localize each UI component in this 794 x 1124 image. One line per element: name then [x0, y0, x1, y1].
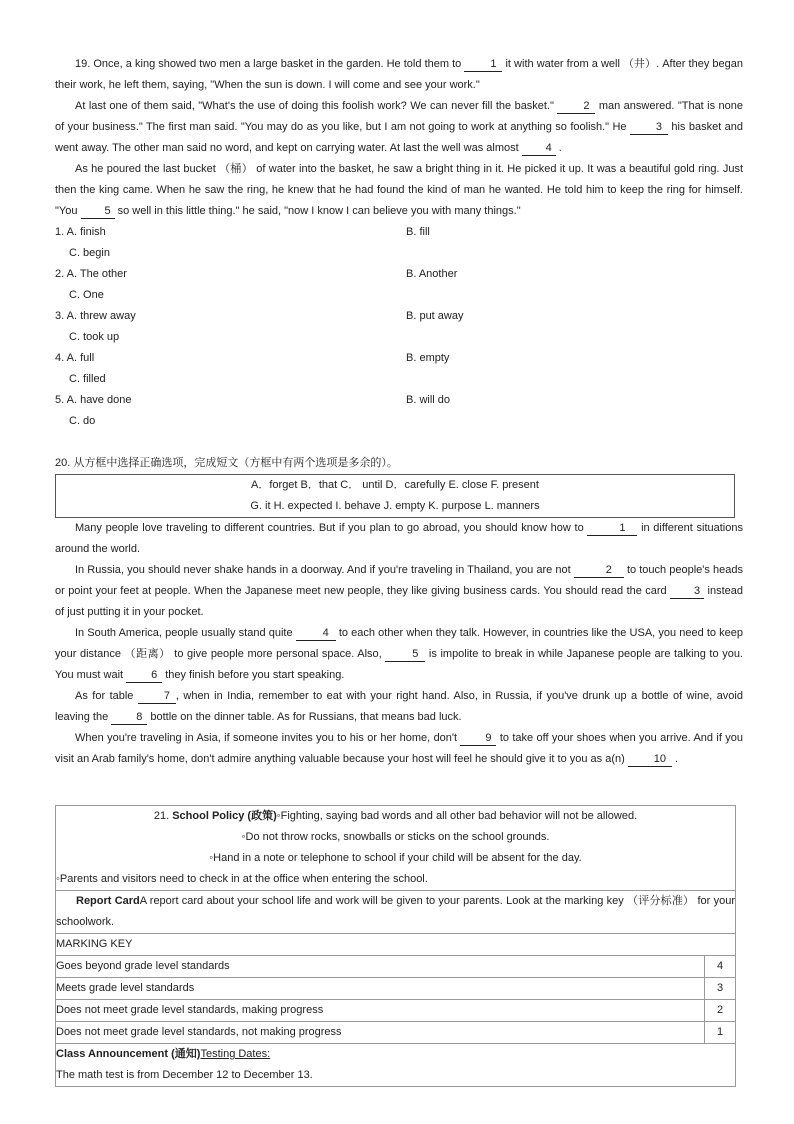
- blank-3: 3: [630, 121, 668, 135]
- text: In Russia, you should never shake hands in a doorway. And if you're traveling in Thailand, you are not: [75, 564, 571, 576]
- q20-paragraph-3: [55, 623, 743, 686]
- text: in different situations around the world.: [55, 522, 743, 555]
- option-group-3: [55, 306, 743, 348]
- option-b[interactable]: B. fill: [406, 226, 430, 238]
- policy-item-2: ◦Do not throw rocks, snowballs or sticks on the school grounds.: [241, 831, 550, 843]
- text: they finish before you start speaking.: [165, 669, 345, 681]
- blank-9: 9: [460, 732, 496, 746]
- word-bank-row-1: A．forget B．that C． until D．carefully E. close F. present: [251, 479, 539, 491]
- mark-value: 4: [716, 960, 724, 972]
- option-c[interactable]: C. filled: [69, 373, 106, 385]
- option-a[interactable]: 2. A. The other: [55, 268, 127, 280]
- mark-value: 2: [716, 1004, 724, 1016]
- text: his basket and went away. The other man said no word, and kept on carrying water. At last the well was almost: [55, 121, 744, 154]
- mark-desc: Does not meet grade level standards, making progress: [56, 1000, 705, 1021]
- option-group-4: [55, 348, 743, 390]
- blank-2: 2: [574, 564, 624, 578]
- text: to each other when they talk. However, in countries like the USA, you need to keep your distance （距离） to give people more personal space. Also,: [55, 627, 743, 660]
- policy-item-4: ◦Parents and visitors need to check in at the office when entering the school.: [56, 873, 428, 885]
- table-row: [56, 977, 735, 999]
- option-c[interactable]: C. do: [69, 415, 96, 427]
- text: In South America, people usually stand quite: [75, 627, 293, 639]
- word-bank-box: [55, 474, 735, 518]
- blank-3: 3: [670, 585, 704, 599]
- report-card-section: [56, 890, 735, 933]
- table-row: [56, 999, 735, 1021]
- table-row: [56, 1021, 735, 1043]
- text: As for table: [75, 690, 134, 702]
- class-announcement: [56, 1043, 735, 1065]
- text: instead of just putting it in your pocket.: [55, 585, 743, 618]
- q20-title: 20. 从方框中选择正确选项，完成短文（方框中有两个选项是多余的）。: [55, 457, 398, 469]
- math-test-date: The math test is from December 12 to December 13.: [56, 1069, 313, 1081]
- announcement-title: Class Announcement (通知): [56, 1048, 201, 1060]
- text: As he poured the last bucket （桶） of water into the basket, he saw a bright thing in it. He picked it up. It was a beautiful gold ring. Just then the king came. When he saw the ring, he knew that he had found the kind of man he wanted. He told him to keep the ring for himself. "You: [55, 163, 743, 217]
- option-b[interactable]: B. put away: [406, 310, 464, 322]
- q20-paragraph-5: [55, 728, 743, 770]
- option-group-5: [55, 390, 743, 432]
- blank-6: 6: [126, 669, 162, 683]
- school-policy-title: School Policy (政策): [172, 810, 277, 822]
- option-a[interactable]: 5. A. have done: [55, 394, 132, 406]
- text: 19. Once, a king showed two men a large basket in the garden. He told them to: [75, 58, 462, 70]
- marking-key-heading: MARKING KEY: [56, 933, 735, 955]
- option-a[interactable]: 4. A. full: [55, 352, 95, 364]
- worksheet: [55, 54, 743, 770]
- text: to touch people's heads or point your feet at people. When the Japanese meet new people, they like giving business cards. You should read the card: [55, 564, 743, 597]
- mark-value: 3: [716, 982, 724, 994]
- q19-paragraph-3: [55, 159, 743, 222]
- blank-4: 4: [296, 627, 336, 641]
- blank-5: 5: [385, 648, 425, 662]
- text: When you're traveling in Asia, if someone invites you to his or her home, don't: [75, 732, 458, 744]
- text: At last one of them said, "What's the use of doing this foolish work? We can never fill the basket.": [75, 100, 554, 112]
- blank-1: 1: [587, 522, 637, 536]
- report-card-title: Report Card: [76, 895, 140, 907]
- mark-value: 1: [716, 1026, 724, 1038]
- option-a[interactable]: 3. A. threw away: [55, 310, 136, 322]
- question-number: 21.: [153, 810, 170, 822]
- blank-8: 8: [111, 711, 147, 725]
- text: .: [558, 142, 562, 154]
- blank-2: 2: [557, 100, 595, 114]
- blank-7: 7: [138, 690, 176, 704]
- option-b[interactable]: B. Another: [406, 268, 458, 280]
- q19-paragraph-1: [55, 54, 743, 96]
- mark-desc: Does not meet grade level standards, not making progress: [56, 1022, 705, 1043]
- option-group-1: [55, 222, 743, 264]
- option-b[interactable]: B. will do: [406, 394, 451, 406]
- school-policy-heading: [56, 806, 735, 827]
- text: bottle on the dinner table. As for Russians, that means bad luck.: [150, 711, 462, 723]
- option-a[interactable]: 1. A. finish: [55, 226, 106, 238]
- text: man answered. "That is none of your business." The first man said. "You may do as you like, but I am not going to work at anything so foolish." He: [55, 100, 744, 133]
- text: is impolite to break in while Japanese people are talking to you. You must wait: [55, 648, 743, 681]
- q19-options: [55, 222, 743, 432]
- blank-10: 10: [628, 753, 672, 767]
- school-notice-box: [55, 805, 736, 1087]
- q20-paragraph-1: [55, 518, 743, 560]
- option-c[interactable]: C. took up: [69, 331, 120, 343]
- text: Many people love traveling to different countries. But if you plan to go abroad, you should know how to: [75, 522, 584, 534]
- word-bank-row-2: G. it H. expected I. behave J. empty K. purpose L. manners: [250, 500, 540, 512]
- table-row: [56, 955, 735, 977]
- policy-item-3: ◦Hand in a note or telephone to school if your child will be absent for the day.: [209, 852, 582, 864]
- text: , when in India, remember to eat with your right hand. Also, in Russia, if you've drunk up a bottle of wine, avoid leaving the: [55, 690, 743, 723]
- mark-desc: Meets grade level standards: [56, 978, 705, 999]
- report-card-text: A report card about your school life and work will be given to your parents. Look at the marking key （评分标准） for your schoolwork.: [56, 895, 735, 928]
- option-c[interactable]: C. begin: [69, 247, 110, 259]
- testing-dates-label: Testing Dates:: [200, 1048, 271, 1060]
- option-c[interactable]: C. One: [69, 289, 104, 301]
- text: it with water from a well （井）. After they began their work, he left them, saying, "When the sun is down. I will come and see your work.": [55, 58, 743, 91]
- q19-paragraph-2: [55, 96, 743, 159]
- option-b[interactable]: B. empty: [406, 352, 450, 364]
- q20-paragraph-2: [55, 560, 743, 623]
- q20-paragraph-4: [55, 686, 743, 728]
- text: to take off your shoes when you arrive. And if you visit an Arab family's home, don't admire anything valuable because your host will feel he should give it to you as a(n): [55, 732, 743, 765]
- mark-desc: Goes beyond grade level standards: [56, 956, 705, 977]
- text: so well in this little thing." he said, "now I know I can believe you with many things.": [117, 205, 521, 217]
- blank-4: 4: [522, 142, 556, 156]
- blank-1: 1: [464, 58, 502, 72]
- option-group-2: [55, 264, 743, 306]
- policy-item-1: ◦Fighting, saying bad words and all other bad behavior will not be allowed.: [276, 810, 638, 822]
- blank-5: 5: [81, 205, 115, 219]
- text: .: [674, 753, 678, 765]
